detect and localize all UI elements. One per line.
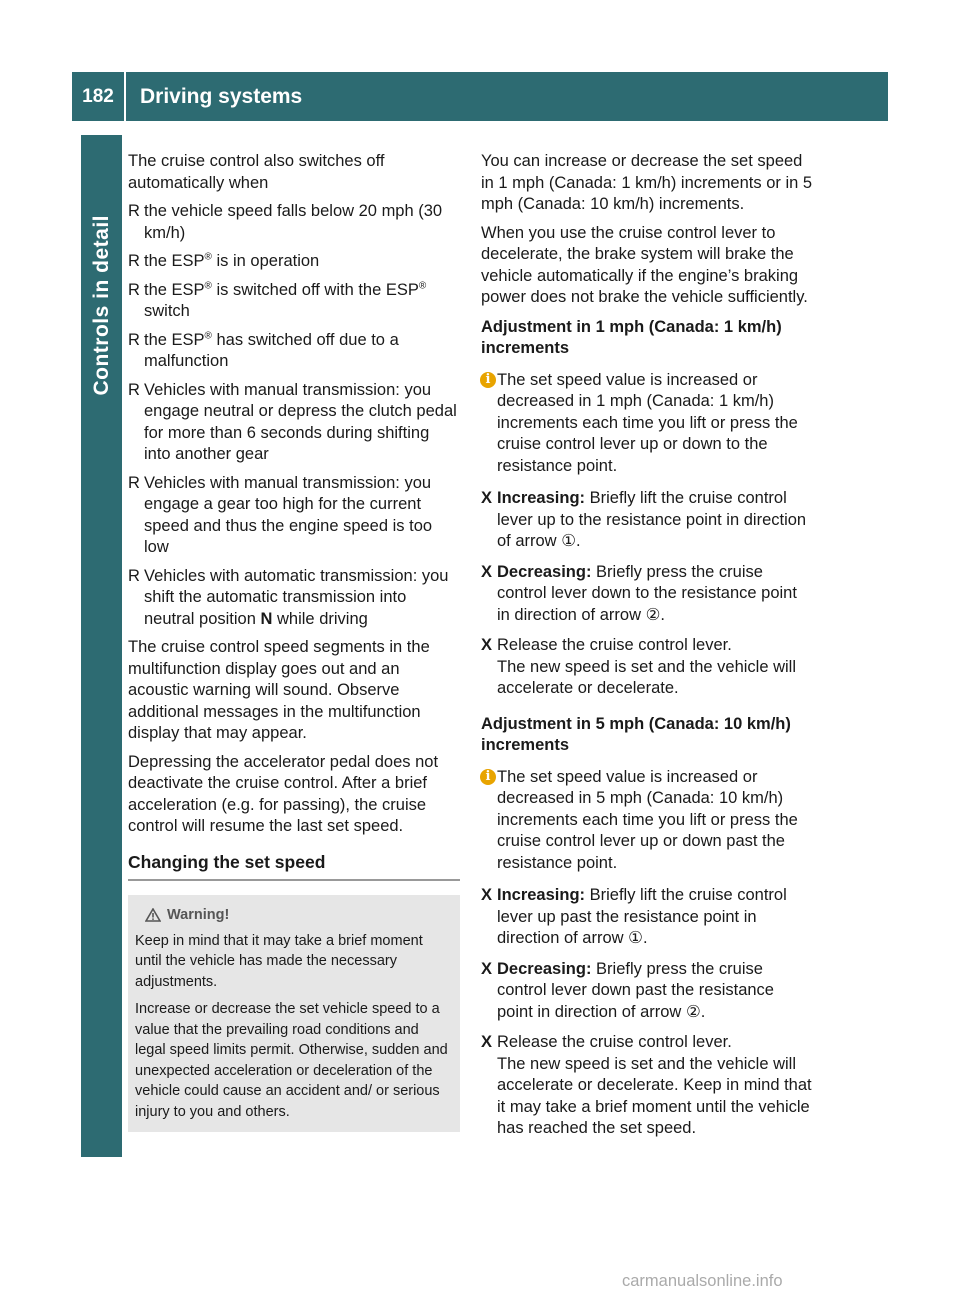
warning-text: Increase or decrease the set vehicle speed to a value that the prevailing road conditions and legal speed limits permit. Otherwise, sudden and unexpected acceleration or deceleration of the vehicle could cause an accident and/ or serious injury to you and others. [135, 1001, 448, 1120]
warning-box [128, 895, 460, 1132]
warning-text: Keep in mind that it may take a brief moment until the vehicle has made the necessary adjustments. [135, 932, 423, 990]
paragraph: The cruise control speed segments in the multifunction display goes out and an acoustic warning will sound. Observe additional messages in the multifunction display that may appear. [128, 638, 430, 742]
step-item: X Increasing: Briefly lift the cruise control lever up to the resistance point in direction of arrow ①. [481, 489, 807, 550]
section-title: Driving systems [140, 84, 303, 108]
step-arrow-icon: X [481, 959, 493, 978]
side-tab-label-wrap [81, 135, 122, 1157]
bullet-icon: R [128, 330, 140, 349]
warning-triangle-icon [145, 908, 161, 922]
paragraph: When you use the cruise control lever to decelerate, the brake system will brake the vehicle automatically if the engine’s braking power does not brake the vehicle sufficiently. [481, 223, 808, 306]
bullet-icon: R [128, 252, 140, 270]
bullet-list [128, 201, 460, 630]
list-item: R Vehicles with manual transmission: you engage a gear too high for the current speed and thus the engine speed is too low [128, 473, 433, 556]
info-icon: i [480, 769, 496, 785]
side-tab-label: Controls in detail [89, 215, 113, 396]
list-item: R the ESP® is in operation [128, 251, 460, 273]
list-item: R the vehicle speed falls below 20 mph (30 km/h) [128, 202, 443, 242]
step-item: X Release the cruise control lever. The new speed is set and the vehicle will accelerate or decelerate. [481, 636, 796, 697]
step-item: X Decreasing: Briefly press the cruise control lever down past the resistance point in direction of arrow ②. [481, 959, 774, 1021]
step-item: X Increasing: Briefly lift the cruise control lever up past the resistance point in direction of arrow ①. [481, 886, 787, 947]
step-arrow-icon: X [481, 562, 493, 581]
bullet-icon: R [128, 280, 140, 299]
step-arrow-icon: X [481, 489, 493, 507]
step-arrow-icon: X [481, 636, 493, 654]
list-item: R Vehicles with automatic transmission: you shift the automatic transmission into neutral position N while driving [128, 566, 449, 628]
bullet-icon: R [128, 380, 140, 399]
paragraph: You can increase or decrease the set speed in 1 mph (Canada: 1 km/h) increments or in 5 mph (Canada: 10 km/h) increments. [481, 152, 813, 213]
step-item: X Decreasing: Briefly press the cruise control lever down to the resistance point in direction of arrow ②. [481, 562, 797, 624]
subheading: Changing the set speed [128, 852, 460, 882]
step-item: X Release the cruise control lever. The new speed is set and the vehicle will accelerate or decelerate. Keep in mind that it may take a brief moment until the vehicle has reached the set speed. [481, 1033, 812, 1137]
warning-title: Warning! [135, 905, 453, 926]
bullet-icon: R [128, 202, 140, 220]
step-arrow-icon: X [481, 886, 493, 904]
right-column [481, 151, 814, 1149]
info-note: i The set speed value is increased or decreased in 1 mph (Canada: 1 km/h) increments each time you lift or press the cruise control lever up or down to the resistance point. [481, 370, 814, 478]
watermark[interactable]: carmanualsonline.info [622, 1272, 783, 1290]
info-note: i The set speed value is increased or decreased in 5 mph (Canada: 10 km/h) increments each time you lift or press the cruise control lever up or down past the resistance point. [481, 767, 814, 875]
bullet-icon: R [128, 566, 140, 585]
list-item: R the ESP® has switched off due to a malfunction [128, 330, 399, 370]
bullet-icon: R [128, 473, 140, 492]
paragraph: The cruise control also switches off automatically when [128, 152, 385, 192]
left-column [128, 151, 460, 1132]
page-number: 182 [72, 72, 126, 121]
paragraph: Depressing the accelerator pedal does not deactivate the cruise control. After a brief acceleration (e.g. for passing), the cruise control will resume the last set speed. [128, 752, 439, 835]
info-icon: i [480, 372, 496, 388]
step-arrow-icon: X [481, 1033, 493, 1051]
subheading: Adjustment in 5 mph (Canada: 10 km/h) increments [481, 714, 791, 754]
subheading: Adjustment in 1 mph (Canada: 1 km/h) increments [481, 317, 782, 357]
list-item: R the ESP® is switched off with the ESP® switch [128, 280, 427, 320]
list-item: R Vehicles with manual transmission: you engage neutral or depress the clutch pedal for more than 6 seconds during shifting into another gear [128, 380, 457, 463]
